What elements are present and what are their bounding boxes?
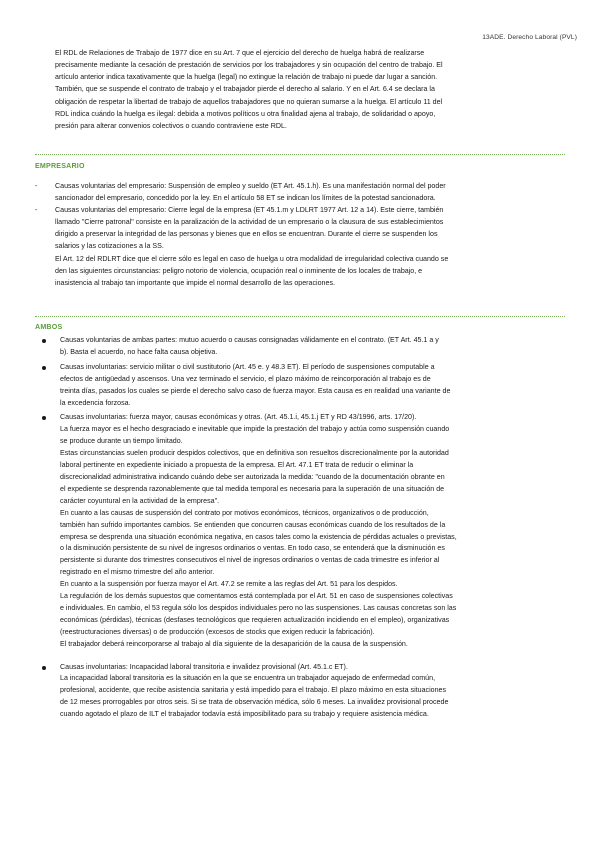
item-line: salarios y las cotizaciones a la SS. bbox=[55, 242, 164, 251]
intro-line: El RDL de Relaciones de Trabajo de 1977 dice en su Art. 7 que el ejercicio del derecho de huelga habrá de realizarse bbox=[55, 49, 425, 57]
item-line: Causas involuntarias: fuerza mayor, causas económicas y otras. (Art. 45.1.i, 45.1.j ET y RD 43/1996, arts. 17/20). bbox=[60, 413, 417, 422]
item-line: inasistencia al trabajo tan importante que impide el normal desarrollo de las operaciones. bbox=[55, 278, 335, 287]
item-line: En cuanto a la suspensión por fuerza mayor el Art. 47.2 se remite a las reglas del Art. 51 para los despidos. bbox=[60, 580, 398, 589]
item-line: El trabajador deberá reincorporarse al trabajo al día siguiente de la desaparición de la causa de la suspensión. bbox=[60, 639, 408, 648]
item-line: b). Basta el acuerdo, no hace falta causa objetiva. bbox=[60, 347, 218, 356]
list-item bbox=[40, 662, 565, 722]
item-line: Estas circunstancias suelen producir despidos colectivos, que en definitiva son resueltos discrecionalmente por la autoridad bbox=[60, 449, 449, 458]
item-line: carácter coyuntural en la actividad de la empresa". bbox=[60, 496, 220, 505]
list-item bbox=[40, 412, 565, 650]
item-line: La incapacidad laboral transitoria es la situación en la que se encuentra un trabajador aquejado de enfermedad común, bbox=[60, 674, 436, 683]
ambos-list bbox=[40, 335, 565, 721]
list-item bbox=[40, 362, 565, 410]
intro-line: obligación de respetar la libertad de trabajo de aquellos trabajadores que no quieran sumarse a la huelga. El artículo 11 del bbox=[55, 97, 443, 106]
item-line: la excedencia forzosa. bbox=[60, 398, 131, 407]
item-line: (reestructuraciones diversas) o de producción (excesos de stocks que exigen reducir la fabricación). bbox=[60, 627, 375, 636]
intro-line: precisamente mediante la cesación de prestación de servicios por los trabajadores y sin ocupación del centro de trabajo. El bbox=[55, 61, 443, 70]
item-line: discrecionalidad administrativa indicando cuándo debe ser autorizada la medida: "cuando de la documentación obrante en bbox=[60, 472, 445, 481]
item-line: registrado en el mismo trimestre del año anterior. bbox=[60, 568, 215, 577]
item-line: e individuales. En cambio, el 53 regula sólo los despidos individuales pero no las suspensiones. Las causas concretas son las bbox=[60, 603, 457, 612]
dash-marker: - bbox=[35, 206, 38, 215]
item-line: Causas voluntarias del empresario: Suspensión de empleo y sueldo (ET Art. 45.1.h). Es una manifestación normal del poder bbox=[55, 182, 446, 190]
bullet-icon bbox=[42, 666, 46, 670]
item-line: sancionador del empresario, concedido por la ley. En el artículo 58 ET se indican los límites de la potestad sancionadora. bbox=[55, 194, 436, 203]
item-line: efectos de antigüedad y ascensos. Una vez terminado el servicio, el plazo máximo de reincorporación al trabajo es de bbox=[60, 374, 431, 383]
intro-line: También, que se suspende el contrato de trabajo y el trabajador pierde el derecho al salario. Y en el Art. 6.4 se declara la bbox=[55, 85, 435, 94]
empresario-list bbox=[35, 180, 565, 289]
item-line: treinta días, pasados los cuales se pierde el derecho salvo caso de fuerza mayor. Esta causa es en realidad una variante de bbox=[60, 386, 451, 395]
section-divider-ambos bbox=[35, 316, 565, 317]
item-line: Causas involuntarias: servicio militar o civil sustitutorio (Art. 45 e. y 48.3 ET). El período de suspensiones computable a bbox=[60, 362, 435, 371]
intro-paragraph bbox=[55, 47, 570, 132]
item-line: cuando agotado el plazo de ILT el trabajador todavía está imposibilitado para su trabajo y requiere asistencia médica. bbox=[60, 710, 429, 719]
dash-marker: - bbox=[35, 182, 38, 190]
item-line: En cuanto a las causas de suspensión del contrato por motivos económicos, técnicos, organizativos o de producción, bbox=[60, 508, 429, 517]
bullet-icon bbox=[42, 416, 46, 420]
item-line: el expediente se desprenda razonablemente que tal medida temporal es necesaria para la superación de una situación de bbox=[60, 484, 445, 493]
intro-line: artículo anterior indica taxativamente que la huelga (legal) no extingue la relación de trabajo ni puede dar lugar a sanción. bbox=[55, 73, 438, 82]
section-divider-empresario bbox=[35, 154, 565, 155]
item-line: El Art. 12 del RDLRT dice que el cierre sólo es legal en caso de huelga u otra modalidad de irregularidad colectiva cuando se bbox=[55, 254, 449, 263]
item-line: Causas voluntarias de ambas partes: mutuo acuerdo o causas consignadas válidamente en el contrato. (ET Art. 45.1 a y bbox=[60, 336, 439, 344]
item-line: dirigido a preservar la integridad de las personas y bienes que en ellos se encuentran. Durante el cierre se suspenden los bbox=[55, 230, 438, 239]
intro-line: presión para alterar convenios colectivos o cuando contraviene este RDL. bbox=[55, 121, 287, 130]
list-item bbox=[40, 335, 565, 359]
item-line: Causas involuntarias: Incapacidad laboral transitoria e invalidez provisional (Art. 45.1.c ET). bbox=[60, 662, 348, 671]
section-title-empresario: EMPRESARIO bbox=[35, 162, 85, 170]
item-line: persistente si durante dos trimestres consecutivos el nivel de ingresos ordinarios o ventas de cada trimestre es inferior al bbox=[60, 556, 440, 565]
intro-line: RDL indica cuándo la huelga es ilegal: debida a motivos políticos u otra finalidad ajena al trabajo, de solidaridad o apoyo, bbox=[55, 109, 436, 118]
bullet-icon bbox=[42, 366, 46, 370]
item-line: den las siguientes circunstancias: peligro notorio de violencia, ocupación real o inminente de los locales de trabajo, e bbox=[55, 266, 423, 275]
list-item bbox=[35, 180, 565, 204]
item-line: profesional, accidente, que recibe asistencia sanitaria y está impedido para el trabajo. El plazo máximo en esta situaciones bbox=[60, 686, 447, 695]
bullet-icon bbox=[42, 339, 46, 343]
item-line: también han sufrido importantes cambios. Se entienden que concurren causas económicas cuando de los resultados de la bbox=[60, 520, 446, 529]
item-line: se produce durante un tiempo limitado. bbox=[60, 437, 183, 446]
section-title-ambos: AMBOS bbox=[35, 323, 63, 331]
item-line: empresa se desprenda una situación económica negativa, en casos tales como la existencia de pérdidas actuales o previstas, bbox=[60, 532, 457, 541]
item-line: laboral pertinente en expediente iniciado a propuesta de la empresa. El Art. 47.1 ET trata de reducir o eliminar la bbox=[60, 461, 414, 470]
item-line: La fuerza mayor es el hecho desgraciado e inevitable que impide la prestación del trabajo y actúa como suspensión cuando bbox=[60, 425, 450, 434]
item-line: de 12 meses prorrogables por otros seis. Si se trata de observación médica, sólo 6 meses. La invalidez provisional procede bbox=[60, 698, 449, 707]
item-line: o la disminución persistente de su nivel de ingresos ordinarios o ventas. En todo caso, se entenderá que la disminución es bbox=[60, 544, 445, 553]
item-line: Causas voluntarias del empresario: Cierre legal de la empresa (ET 45.1.m y LDLRT 1977 Art. 12 a 14). Este cierre, también bbox=[55, 206, 444, 215]
item-line: llamado "Cierre patronal" consiste en la paralización de la actividad de un empresario o la clausura de sus establecimientos bbox=[55, 218, 444, 227]
item-line: La regulación de los demás supuestos que comentamos está contemplada por el Art. 51 en caso de suspensiones colectivas bbox=[60, 592, 453, 601]
list-item bbox=[35, 204, 565, 289]
page-header-tag: 13ADE. Derecho Laboral (PVL) bbox=[482, 34, 577, 41]
item-line: económicas (pérdidas), técnicas (desfases tecnológicos que requieren actualización incidiendo en el empleo), organizativas bbox=[60, 615, 450, 624]
